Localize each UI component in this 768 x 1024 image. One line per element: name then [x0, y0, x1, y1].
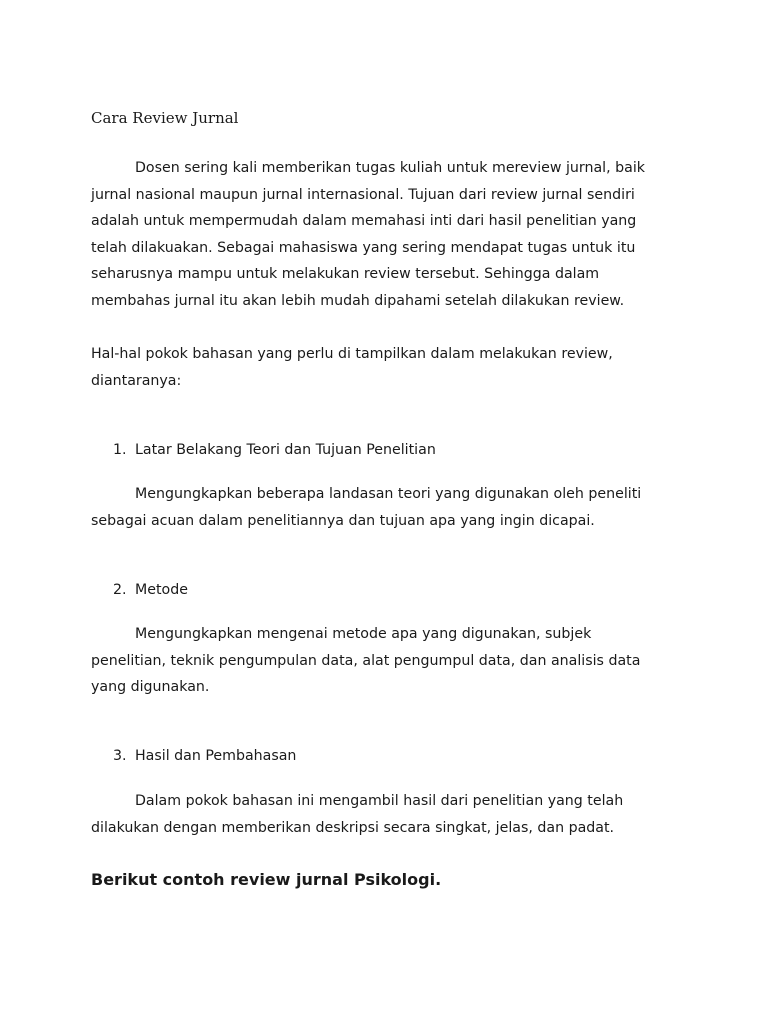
- list-item-heading: [113, 746, 296, 766]
- lead-line: diantaranya:: [91, 372, 182, 389]
- list-item-heading: [113, 440, 436, 460]
- intro-line: seharusnya mampu untuk melakukan review tersebut. Sehingga dalam: [91, 266, 600, 282]
- document-title: Cara Review Jurnal: [91, 109, 239, 127]
- list-item-heading: [113, 580, 188, 600]
- intro-line: telah dilakuakan. Sebagai mahasiswa yang sering mendapat tugas untuk itu: [91, 239, 636, 256]
- intro-line: membahas jurnal itu akan lebih mudah dipahami setelah dilakukan review.: [91, 292, 625, 309]
- description-line: penelitian, teknik pengumpulan data, alat pengumpul data, dan analisis data: [91, 652, 641, 669]
- list-item-description: [91, 788, 691, 841]
- list-number: 1.: [113, 442, 127, 458]
- intro-line: Dosen sering kali memberikan tugas kuliah untuk mereview jurnal, baik: [135, 160, 645, 176]
- list-item-description: [91, 481, 691, 534]
- intro-line: jurnal nasional maupun jurnal internasional. Tujuan dari review jurnal sendiri: [91, 186, 635, 203]
- list-heading: Latar Belakang Teori dan Tujuan Penelitian: [135, 442, 436, 458]
- description-line: Dalam pokok bahasan ini mengambil hasil dari penelitian yang telah: [135, 793, 624, 809]
- description-line: Mengungkapkan beberapa landasan teori yang digunakan oleh peneliti: [135, 486, 642, 502]
- lead-paragraph: [91, 341, 691, 394]
- closing-heading: Berikut contoh review jurnal Psikologi.: [91, 870, 442, 889]
- list-number: 3.: [113, 748, 127, 764]
- description-line: yang digunakan.: [91, 679, 210, 695]
- lead-line: Hal-hal pokok bahasan yang perlu di tampilkan dalam melakukan review,: [91, 346, 613, 362]
- description-line: sebagai acuan dalam penelitiannya dan tujuan apa yang ingin dicapai.: [91, 512, 595, 529]
- intro-paragraph: [91, 155, 691, 314]
- description-line: Mengungkapkan mengenai metode apa yang digunakan, subjek: [135, 626, 592, 642]
- list-heading: Hasil dan Pembahasan: [135, 748, 297, 764]
- list-number: 2.: [113, 582, 127, 598]
- description-line: dilakukan dengan memberikan deskripsi secara singkat, jelas, dan padat.: [91, 819, 615, 836]
- intro-line: adalah untuk mempermudah dalam memahasi inti dari hasil penelitian yang: [91, 213, 637, 229]
- list-heading: Metode: [135, 582, 188, 598]
- list-item-description: [91, 621, 691, 701]
